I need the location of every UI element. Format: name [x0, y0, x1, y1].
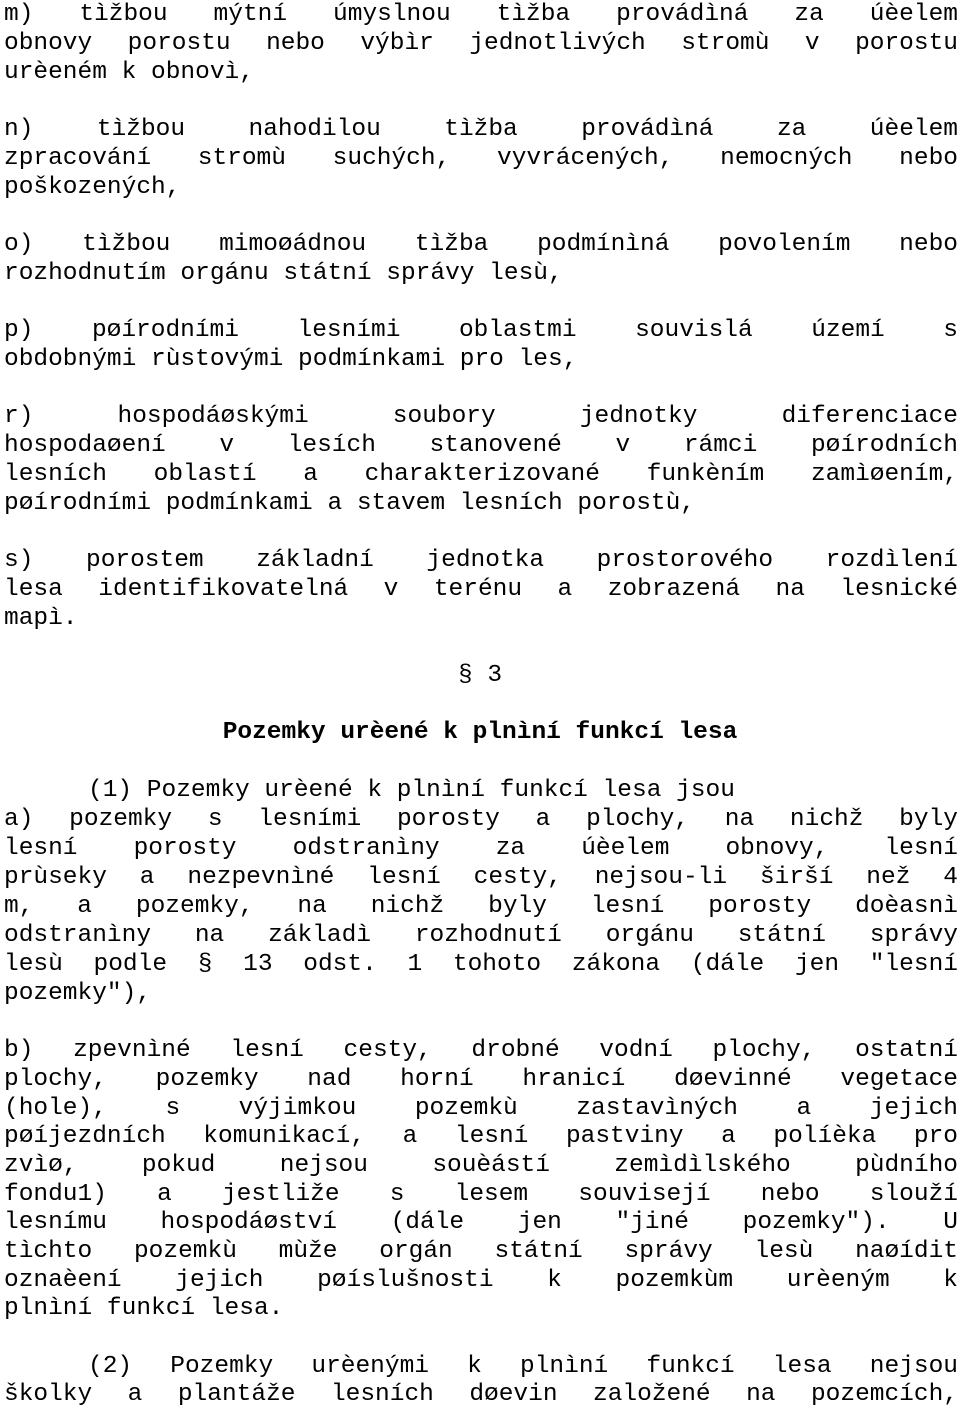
- paragraph-n-line-1: n) tìžbou nahodilou tìžba provádìná za úèelem: [4, 116, 958, 143]
- clause-1-intro: (1) Pozemky urèené k plnìní funkcí lesa jsou: [88, 777, 735, 804]
- clause-1-item-b-line-3: (hole), s výjimkou pozemkù zastavìných a jejich: [4, 1095, 958, 1122]
- paragraph-n-line-3: poškozených,: [4, 174, 181, 201]
- paragraph-p-line-1: p) pøírodními lesními oblastmi souvislá území s: [4, 317, 958, 344]
- paragraph-s-line-3: mapì.: [4, 605, 78, 632]
- clause-1-item-a-line-7: pozemky"),: [4, 980, 152, 1007]
- clause-1-item-b-line-2: plochy, pozemky nad horní hranicí døevinné vegetace: [4, 1066, 958, 1093]
- clause-2-line-1: (2) Pozemky urèenými k plnìní funkcí lesa nejsou: [88, 1353, 958, 1380]
- clause-1-item-a-line-2: lesní porosty odstranìny za úèelem obnovy, lesní: [4, 835, 958, 862]
- clause-1-item-a-line-3: prùseky a nezpevnìné lesní cesty, nejsou-li širší než 4: [4, 864, 958, 891]
- paragraph-s-line-2: lesa identifikovatelná v terénu a zobrazená na lesnické: [4, 576, 958, 603]
- clause-1-item-a-line-4: m, a pozemky, na nichž byly lesní porosty doèasnì: [4, 893, 958, 920]
- section-number: § 3: [457, 662, 503, 689]
- paragraph-p-line-2: obdobnými rùstovými podmínkami pro les,: [4, 346, 578, 373]
- paragraph-r-line-2: hospodaøení v lesích stanovené v rámci pøírodních: [4, 432, 958, 459]
- clause-1-item-a-line-6: lesù podle § 13 odst. 1 tohoto zákona (dále jen "lesní: [4, 951, 958, 978]
- section-title: Pozemky urèené k plnìní funkcí lesa: [222, 719, 738, 746]
- clause-1-item-b-line-1: b) zpevnìné lesní cesty, drobné vodní plochy, ostatní: [4, 1037, 958, 1064]
- paragraph-o-line-1: o) tìžbou mimoøádnou tìžba podmínìná povolením nebo: [4, 231, 958, 258]
- clause-2-line-2: školky a plantáže lesních døevin založené na pozemcích,: [4, 1381, 958, 1408]
- clause-1-item-b-line-4: pøíjezdních komunikací, a lesní pastviny a políèka pro: [4, 1123, 958, 1150]
- clause-1-item-b-line-9: oznaèení jejich pøíslušnosti k pozemkùm urèeným k: [4, 1267, 958, 1294]
- paragraph-r-line-1: r) hospodáøskými soubory jednotky diferenciace: [4, 403, 958, 430]
- clause-1-item-a-line-5: odstranìny na základì rozhodnutí orgánu státní správy: [4, 922, 958, 949]
- clause-1-item-b-line-5: zvìø, pokud nejsou souèástí zemìdìlského pùdního: [4, 1152, 958, 1179]
- paragraph-m-line-3: urèeném k obnovì,: [4, 59, 254, 86]
- paragraph-o-line-2: rozhodnutím orgánu státní správy lesù,: [4, 260, 563, 287]
- clause-1-item-b-line-6: fondu1) a jestliže s lesem souvisejí nebo slouží: [4, 1181, 958, 1208]
- paragraph-s-line-1: s) porostem základní jednotka prostorového rozdìlení: [4, 547, 958, 574]
- clause-1-item-b-line-8: tìchto pozemkù mùže orgán státní správy lesù naøídit: [4, 1238, 958, 1265]
- clause-1-item-b-line-10: plnìní funkcí lesa.: [4, 1295, 284, 1322]
- paragraph-n-line-2: zpracování stromù suchých, vyvrácených, nemocných nebo: [4, 145, 958, 172]
- clause-1-item-b-line-7: lesnímu hospodáøství (dále jen "jiné pozemky"). U: [4, 1209, 958, 1236]
- clause-1-item-a-line-1: a) pozemky s lesními porosty a plochy, na nichž byly: [4, 806, 958, 833]
- paragraph-r-line-3: lesních oblastí a charakterizované funkèním zamìøením,: [4, 461, 958, 488]
- paragraph-r-line-4: pøírodními podmínkami a stavem lesních porostù,: [4, 490, 696, 517]
- paragraph-m-line-1: m) tìžbou mýtní úmyslnou tìžba provádìná za úèelem: [4, 1, 958, 28]
- paragraph-m-line-2: obnovy porostu nebo výbìr jednotlivých stromù v porostu: [4, 30, 958, 57]
